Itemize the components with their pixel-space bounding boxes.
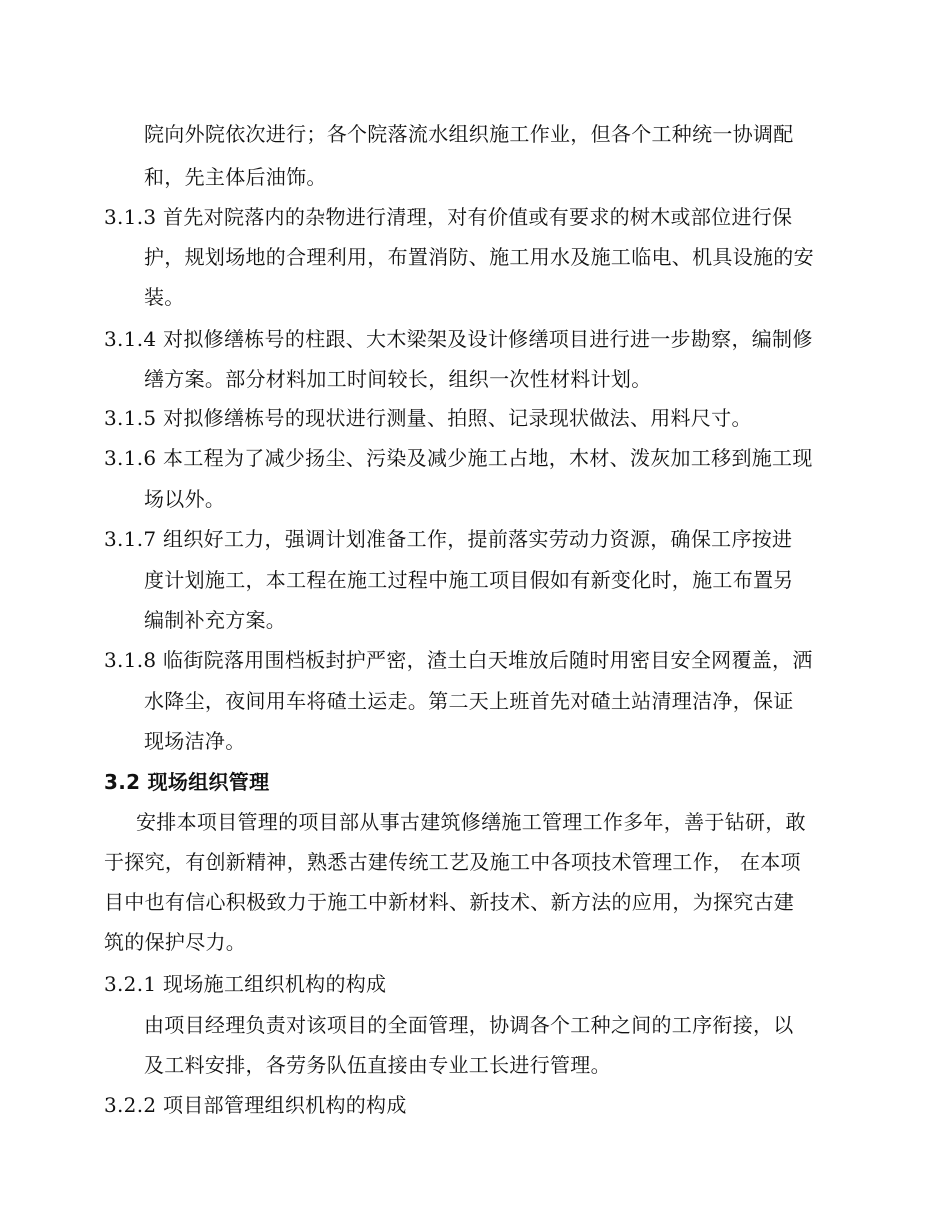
item-3-1-7: 3.1.7 组织好工力，强调计划准备工作，提前落实劳动力资源，确保工序按进 bbox=[104, 527, 793, 551]
paragraph-line: 水降尘，夜间用车将碴土运走。第二天上班首先对碴土站清理洁净，保证 bbox=[144, 689, 794, 713]
paragraph-line: 和，先主体后油饰。 bbox=[144, 165, 327, 189]
paragraph-line: 院向外院依次进行；各个院落流水组织施工作业，但各个工种统一协调配 bbox=[144, 122, 794, 146]
paragraph-line: 筑的保护尽力。 bbox=[104, 930, 247, 954]
paragraph-line: 装。 bbox=[144, 285, 185, 309]
paragraph-line: 及工料安排，各劳务队伍直接由专业工长进行管理。 bbox=[144, 1053, 611, 1077]
item-3-1-4: 3.1.4 对拟修缮栋号的柱跟、大木梁架及设计修缮项目进行进一步勘察，编制修 bbox=[104, 327, 813, 351]
item-3-2-1: 3.2.1 现场施工组织机构的构成 bbox=[104, 972, 387, 996]
item-3-1-5: 3.1.5 对拟修缮栋号的现状进行测量、拍照、记录现状做法、用料尺寸。 bbox=[104, 406, 752, 430]
section-heading-3-2: 3.2 现场组织管理 bbox=[104, 770, 270, 794]
item-3-1-3: 3.1.3 首先对院落内的杂物进行清理，对有价值或有要求的树木或部位进行保 bbox=[104, 205, 793, 229]
item-3-1-8: 3.1.8 临街院落用围档板封护严密，渣土白天堆放后随时用密目安全网覆盖，洒 bbox=[104, 648, 813, 672]
paragraph-line: 目中也有信心积极致力于施工中新材料、新技术、新方法的应用，为探究古建 bbox=[104, 890, 795, 914]
item-3-2-2: 3.2.2 项目部管理组织机构的构成 bbox=[104, 1093, 407, 1117]
paragraph-line: 护，规划场地的合理利用，布置消防、施工用水及施工临电、机具设施的安 bbox=[144, 245, 814, 269]
item-3-1-6: 3.1.6 本工程为了减少扬尘、污染及减少施工占地，木材、泼灰加工移到施工现 bbox=[104, 446, 813, 470]
paragraph-line: 现场洁净。 bbox=[144, 729, 246, 753]
paragraph-line: 场以外。 bbox=[144, 487, 226, 511]
paragraph-line: 缮方案。部分材料加工时间较长，组织一次性材料计划。 bbox=[144, 367, 652, 391]
paragraph-line: 由项目经理负责对该项目的全面管理，协调各个工种之间的工序衔接，以 bbox=[144, 1013, 794, 1037]
paragraph-line: 度计划施工，本工程在施工过程中施工项目假如有新变化时，施工布置另 bbox=[144, 568, 794, 592]
paragraph-line: 于探究，有创新精神，熟悉古建传统工艺及施工中各项技术管理工作， 在本项 bbox=[104, 850, 801, 874]
paragraph-line: 编制补充方案。 bbox=[144, 608, 287, 632]
paragraph-line: 安排本项目管理的项目部从事古建筑修缮施工管理工作多年，善于钻研，敢 bbox=[136, 810, 806, 834]
